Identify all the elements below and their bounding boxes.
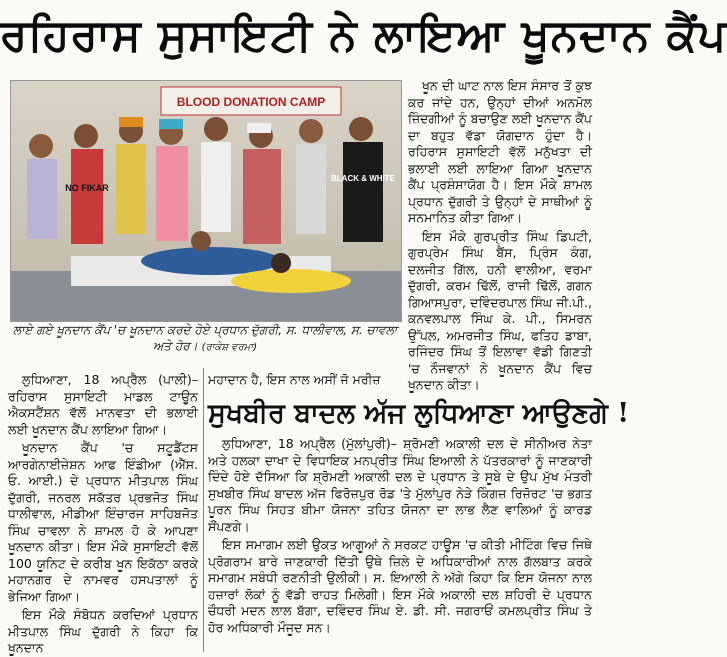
paragraph: ਇਸ ਮੌਕੇ ਸੰਬੋਧਨ ਕਰਦਿਆਂ ਪ੍ਰਧਾਨ ਮੀਤਪਾਲ ਸਿੰਘ ਦੁੱਗਰੀ ਨੇ ਕਿਹਾ ਕਿ ਖੂਨਦਾਨ xyxy=(8,607,198,655)
banner-text: BLOOD DONATION CAMP xyxy=(176,95,326,109)
continued-text: ਮਹਾਦਾਨ ਹੈ, ਇਸ ਨਾਲ ਅਸੀਂ ਜੋ ਮਰੀਜ਼ xyxy=(208,372,381,387)
subheadline: ਸੁਖਬੀਰ ਬਾਦਲ ਅੱਜ ਲੁਧਿਆਣਾ ਆਉਣਗੇ ! xyxy=(208,398,630,429)
paragraph: ਲੁਧਿਆਣਾ, 18 ਅਪ੍ਰੈਲ (ਮੁੱਲਾਂਪੁਰੀ)– ਸ਼੍ਰੋਮਣੀ ਅਕਾਲੀ ਦਲ ਦੇ ਸੀਨੀਅਰ ਨੇਤਾ ਅਤੇ ਹਲਕਾ ਦਾਖਾ ਦੇ ਵਿਧਾਇਕ ਮਨਪ੍ਰੀਤ ਸਿੰਘ ਇਆਲੀ ਨੇ ਪੱਤਰਕਾਰਾਂ ਨੂੰ ਜਾਣਕਾਰੀ ਦਿੰਦੇ ਹੋਏ ਦੱਸਿਆ ਕਿ ਸ਼੍ਰੋਮਣੀ ਅਕਾਲੀ ਦਲ ਦੇ ਪ੍ਰਧਾਨ ਤੇ ਸੂਬੇ ਦੇ ਉਪ ਮੁੱਖ ਮੰਤਰੀ ਸੁਖਬੀਰ ਸਿੰਘ ਬਾਦਲ ਅੱਜ ਫਿਰੋਜ਼ਪੁਰ ਰੋਡ 'ਤੇ ਮੁੱਲਾਂਪੁਰ ਨੇੜੇ ਕਿੰਗਜ਼ ਰਿਜ਼ੋਰਟ 'ਚ ਭਗਤ ਪੂਰਨ ਸਿੰਘ ਸਿਹਤ ਬੀਮਾ ਯੋਜਨਾ ਤਹਿਤ ਯੋਜਨਾ ਦਾ ਲਾਭ ਲੈਣ ਵਾਲਿਆਂ ਨੂੰ ਕਾਰਡ ਸੌਂਪਣਗੇ। xyxy=(208,436,592,534)
headline: ਰਹਿਰਾਸ ਸੁਸਾਇਟੀ ਨੇ ਲਾਇਆ ਖੂਨਦਾਨ ਕੈਂਪ xyxy=(0,10,727,61)
article-column-second-story xyxy=(208,436,592,652)
article-column-right-top xyxy=(408,78,592,403)
paragraph: ਖੂਨਦਾਨ ਕੈਂਪ 'ਚ ਸਟੂਡੈਂਟਸ ਆਰਗੇਨਾਈਜ਼ੇਸ਼ਨ ਆਫ ਇੰਡੀਆ (ਐੱਸ. ਓ. ਆਈ.) ਦੇ ਪ੍ਰਧਾਨ ਮੀਤਪਾਲ ਸਿੰਘ ਦੁੱਗਰੀ, ਜਨਰਲ ਸਕੱਤਰ ਪ੍ਰਭਜੋਤ ਸਿੰਘ ਧਾਲੀਵਾਲ, ਮੀਡੀਆ ਇੰਚਾਰਜ ਸਾਹਿਬਜੋਤ ਸਿੰਘ ਚਾਵਲਾ ਨੇ ਸ਼ਾਮਲ ਹੋ ਕੇ ਆਪਣਾ ਖੂਨਦਾਨ ਕੀਤਾ। ਇਸ ਮੌਕੇ ਸੁਸਾਇਟੀ ਵੱਲੋਂ 100 ਯੂਨਿਟ ਦੇ ਕਰੀਬ ਖੂਨ ਇਕੱਠਾ ਕਰਕੇ ਮਹਾਨਗਰ ਦੇ ਨਾਮਵਰ ਹਸਪਤਾਲਾਂ ਨੂੰ ਭੇਜਿਆ ਗਿਆ। xyxy=(8,440,198,604)
paragraph: ਇਸ ਸਮਾਗਮ ਲਈ ਉਕਤ ਆਗੂਆਂ ਨੇ ਸਰਕਟ ਹਾਊਸ 'ਚ ਕੀਤੀ ਮੀਟਿੰਗ ਵਿਚ ਜਿਥੇ ਪ੍ਰੋਗਰਾਮ ਬਾਰੇ ਜਾਣਕਾਰੀ ਦਿੱਤੀ ਉਥੇ ਜ਼ਿਲੇ ਦੇ ਅਧਿਕਾਰੀਆਂ ਨਾਲ ਗੱਲਬਾਤ ਕਰਕੇ ਸਮਾਗਮ ਸਬੰਧੀ ਰਣਨੀਤੀ ਉਲੀਕੀ। ਸ. ਇਆਲੀ ਨੇ ਅੱਗੇ ਕਿਹਾ ਕਿ ਇਸ ਯੋਜਨਾ ਨਾਲ ਹਜ਼ਾਰਾਂ ਲੋਕਾਂ ਨੂੰ ਵੱਡੀ ਰਾਹਤ ਮਿਲੇਗੀ। ਇਸ ਮੌਕੇ ਅਕਾਲੀ ਦਲ ਸ਼ਹਿਰੀ ਦੇ ਪ੍ਰਧਾਨ ਚੌਧਰੀ ਮਦਨ ਲਾਲ ਬੱਗਾ, ਦਵਿੰਦਰ ਸਿੰਘ ਏ. ਡੀ. ਸੀ. ਜਗਰਾਓਂ ਕਮਲਪ੍ਰੀਤ ਸਿੰਘ ਤੇ ਹੋਰ ਅਧਿਕਾਰੀ ਮੌਜੂਦ ਸਨ। xyxy=(208,537,592,635)
paragraph: ਖੂਨ ਦੀ ਘਾਟ ਨਾਲ ਇਸ ਸੰਸਾਰ ਤੋਂ ਕੁਝ ਕਰ ਜਾਂਦੇ ਹਨ, ਉਨ੍ਹਾਂ ਦੀਆਂ ਅਨਮੋਲ ਜ਼ਿੰਦਗੀਆਂ ਨੂੰ ਬਚਾਉਣ ਲਈ ਖੂਨਦਾਨ ਕੈਂਪ ਦਾ ਬਹੁਤ ਵੱਡਾ ਯੋਗਦਾਨ ਹੁੰਦਾ ਹੈ। ਰਹਿਰਾਸ ਸੁਸਾਇਟੀ ਵੱਲੋਂ ਮਨੁੱਖਤਾ ਦੀ ਭਲਾਈ ਲਈ ਲਾਇਆ ਗਿਆ ਖੂਨਦਾਨ ਕੈਂਪ ਪ੍ਰਸ਼ੰਸਾਯੋਗ ਹੈ। ਇਸ ਮੌਕੇ ਸ਼ਾਮਲ ਪ੍ਰਧਾਨ ਦੁੱਗਰੀ ਤੇ ਉਨ੍ਹਾਂ ਦੇ ਸਾਥੀਆਂ ਨੂੰ ਸਨਮਾਨਿਤ ਕੀਤਾ ਗਿਆ। xyxy=(408,78,592,225)
caption-credit: (ਰਾਕੇਸ਼ ਵਰਮਾ) xyxy=(201,342,257,353)
shirt-text-2: BLACK & WHITE xyxy=(331,174,395,183)
paragraph: ਇਸ ਮੌਕੇ ਗੁਰਪ੍ਰੀਤ ਸਿੰਘ ਡਿਪਟੀ, ਗੁਰਪ੍ਰੇਮ ਸਿੰਘ ਬੈਂਸ, ਪ੍ਰਿੰਸ ਕੰਗ, ਦਲਜੀਤ ਗਿੱਲ, ਹਨੀ ਵਾਲੀਆ, ਵਰਮਾ ਦੁੱਗਰੀ, ਕਰਮ ਢਿੱਲੋਂ, ਰਾਜੀ ਢਿੱਲੋਂ, ਗਗਨ ਗਿਆਸਪੁਰਾ, ਦਵਿੰਦਰਪਾਲ ਸਿੰਘ ਜੀ.ਪੀ., ਕਨਵਲਪਾਲ ਸਿੰਘ ਕੇ. ਪੀ., ਸਿਮਰਨ ਉੱਪਲ, ਅਮਰਜੀਤ ਸਿੰਘ, ਫਤਿਹ ਡਾਬਾ, ਰਜਿੰਦਰ ਸਿੰਘ ਤੋਂ ਇਲਾਵਾ ਵੱਡੀ ਗਿਣਤੀ 'ਚ ਨੌਜਵਾਨਾਂ ਨੇ ਖੂਨਦਾਨ ਕੈਂਪ ਵਿਚ ਖੂਨਦਾਨ ਕੀਤਾ। xyxy=(408,228,592,392)
column-divider xyxy=(203,368,204,652)
blood-donation-photo xyxy=(11,81,401,321)
news-photo xyxy=(10,80,402,322)
shirt-text: NO FIKAR xyxy=(65,183,109,193)
paragraph: ਲੁਧਿਆਣਾ, 18 ਅਪ੍ਰੈਲ (ਪਾਲੀ)– ਰਹਿਰਾਸ ਸੁਸਾਇਟੀ ਮਾਡਲ ਟਾਊਨ ਐਕਸਟੈਂਸ਼ਨ ਵੱਲੋਂ ਮਾਨਵਤਾ ਦੀ ਭਲਾਈ ਲਈ ਖੂਨਦਾਨ ਕੈਂਪ ਲਾਇਆ ਗਿਆ। xyxy=(8,372,198,437)
caption-text: ਲਾਏ ਗਏ ਖੂਨਦਾਨ ਕੈਂਪ 'ਚ ਖੂਨਦਾਨ ਕਰਦੇ ਹੋਏ ਪ੍ਰਧਾਨ ਦੁੱਗਰੀ, ਸ. ਧਾਲੀਵਾਲ, ਸ. ਚਾਵਲਾ ਅਤੇ ਹੋਰ। xyxy=(12,323,398,353)
article-column-left xyxy=(8,372,198,655)
photo-caption xyxy=(10,322,400,366)
